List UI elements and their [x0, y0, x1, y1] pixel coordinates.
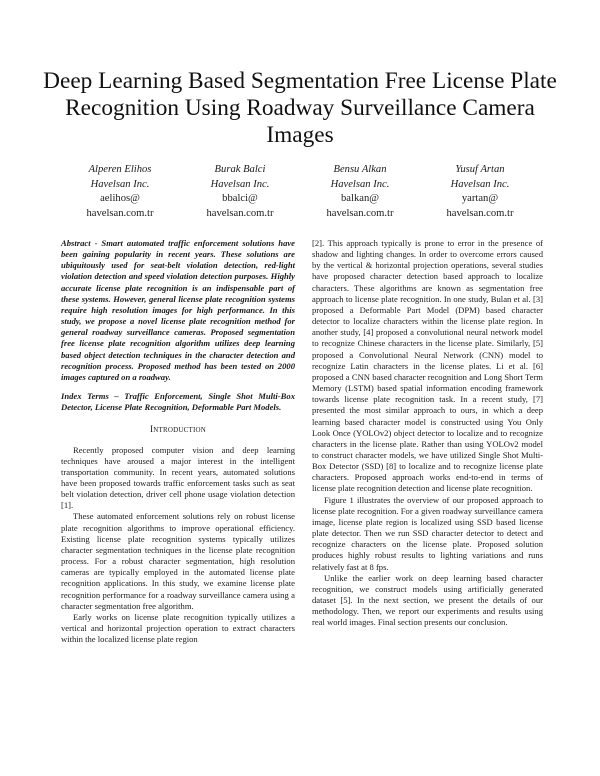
author-name: Yusuf Artan [455, 164, 505, 175]
author-2 [180, 163, 300, 221]
section-heading-introduction: Introduction [149, 425, 207, 436]
author-affiliation: Havelsan Inc. [210, 178, 270, 190]
author-email-user: yartan@ [461, 193, 499, 204]
paper-title: Deep Learning Based Segmentation Free License Plate Recognition Using Roadway Surveillance Camera Images [43, 68, 557, 148]
intro-paragraph-3: Early works on license plate recognition typically utilizes a vertical and horizontal projection operation to extract characters within the localized license plate region [61, 611, 295, 645]
intro-paragraph-2: These automated enforcement solutions rely on robust license plate recognition algorithms to improve operational efficiency. Existing license plate recognition systems typically utilizes character segmentation techniques in the license plate recognition process. For a robust character segmentation, high resolution cameras are typically employed in the automated license plate recognition applications. In this study, we examine license plate recognition performance for a roadway surveillance camera using a character segmentation free algorithm. [61, 511, 295, 611]
author-affiliation: Havelsan Inc. [90, 178, 150, 190]
author-block [60, 163, 540, 221]
abstract: Abstract - Smart automated traffic enforcement solutions have been gaining popularity in recent years. These solutions are ubiquitously used for seat-belt violation detection, red-light violation detection and speed violation detection purposes. Highly accurate license plate recognition is an indispensable part of these systems. However, general license plate recognition systems require high resolution images for high performance. In this study, we propose a novel license plate recognition method for general roadway surveillance cameras. Proposed segmentation free license plate recognition algorithm utilizes deep learning based object detection techniques in the character detection and recognition process. Proposed method has been tested on 2000 images captured on a roadway. [61, 238, 295, 382]
author-email-user: aelihos@ [100, 193, 140, 204]
author-email-domain: havelsan.com.tr [206, 207, 274, 219]
intro-paragraph-5: Unlike the earlier work on deep learning based character recognition, we construct models using artificially generated dataset [5]. In the next section, we present the details of our methodology. Then, we report our experiments and results using real world images. Final section presents our conclusion. [312, 572, 543, 628]
author-name: Bensu Alkan [333, 164, 387, 175]
author-email-user: bbalci@ [222, 193, 258, 204]
author-3 [300, 163, 420, 221]
author-email-domain: havelsan.com.tr [86, 207, 154, 219]
author-name: Burak Balci [214, 164, 266, 175]
author-email-user: balkan@ [341, 193, 379, 204]
author-email-domain: havelsan.com.tr [446, 207, 514, 219]
intro-paragraph-4: Figure 1 illustrates the overview of our proposed approach to license plate recognition. For a given roadway surveillance camera image, license plate region is localized using SSD based license plate detector. Then we run SSD character detector to detect and recognize characters on the license plate. Proposed solution produces highly robust results to lighting variations and runs relatively fast at 8 fps. [312, 494, 543, 572]
author-name: Alperen Elihos [88, 164, 152, 175]
author-affiliation: Havelsan Inc. [330, 178, 390, 190]
intro-paragraph-3-continued: [2]. This approach typically is prone to error in the presence of shadow and lighting changes. In order to overcome errors caused by the vertical & horizontal projection operations, several studies have proposed character detection based approach to localize characters. These algorithms are known as segmentation free approach to license plate recognition. In one study, Bulan et al. [3] proposed a Deformable Part Model (DPM) based character detector to localize characters within the license plate region. In another study, [4] proposed a convolutional neural network model to recognize Chinese characters in the license plate. Similarly, [5] proposed a Convolutional Neural Network (CNN) model to recognize Latin characters in the license plates. Li et al. [6] proposed a CNN based character recognition and Long Short Term Memory (LSTM) based spatial information encoding framework towards license plate recognition task. In a recent study, [7] presented the most similar approach to ours, in which a deep learning based character model is constructed using You Only Look Once (YOLOv2) object detector to localize and to recognize characters in the license plate. Rather than using YOLOv2 model to construct character models, we have utilized Single Shot Multi-Box Detector (SSD) [8] to localize and to recognize license plate characters. Proposed approach works end-to-end in terms of license plate recognition detection and license plate recognition. [312, 238, 543, 494]
right-column [312, 238, 543, 628]
author-4 [420, 163, 540, 221]
index-terms: Index Terms – Traffic Enforcement, Single Shot Multi-Box Detector, License Plate Recognition, Deformable Part Models. [61, 391, 295, 413]
intro-paragraph-1: Recently proposed computer vision and deep learning techniques have aroused a major interest in the intelligent transportation community. In recent years, automated solutions have been proposed towards traffic enforcement tasks such as seat belt violation detection, driver cell phone usage violation detection [1]. [61, 444, 295, 511]
author-affiliation: Havelsan Inc. [450, 178, 510, 190]
author-email-domain: havelsan.com.tr [326, 207, 394, 219]
left-column [61, 238, 295, 645]
author-1 [60, 163, 180, 221]
